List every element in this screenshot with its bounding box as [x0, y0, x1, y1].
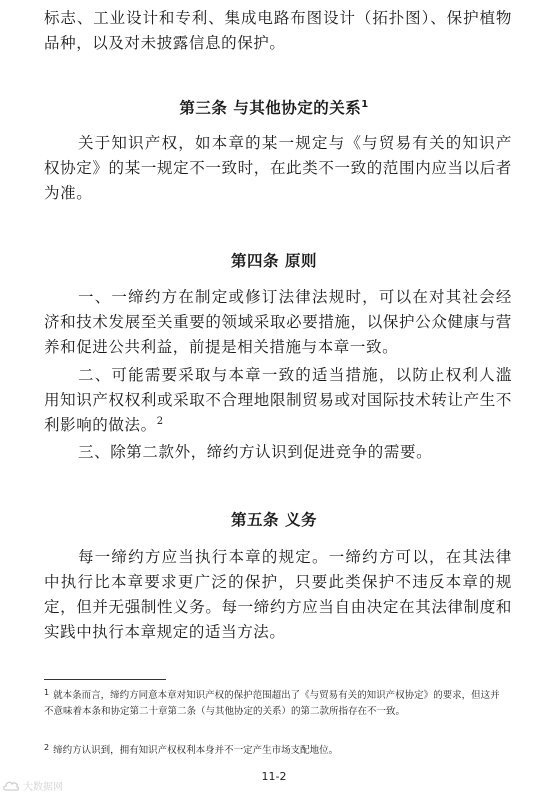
article-5-heading: 第五条 义务 [231, 511, 317, 529]
footnote-divider [44, 679, 166, 680]
footnote-1-text: 就本条而言，缔约方同意本章对知识产权的保护范围超出了《与贸易有关的知识产权协定》的要求，但这并不意味着本条和协定第二十章第二条（与其他协定的关系）的第二款所指存在不一致。 [44, 690, 500, 717]
article-4-paragraph-2-text: 二、可能需要采取与本章一致的适当措施，以防止权利人滥用知识产权权利或采取不合理地限制贸易或对国际技术转让产生不利影响的做法。 [44, 366, 512, 434]
footnote-2-text: 缔约方认识到，拥有知识产权权利本身并不一定产生市场支配地位。 [53, 745, 339, 756]
footnote-1 [44, 685, 506, 720]
article-4-heading: 第四条 原则 [231, 252, 317, 270]
article-3-heading [0, 96, 548, 118]
article-4-paragraph-1: 一、一缔约方在制定或修订法律法规时，可以在对其社会经济和技术发展至关重要的领域采取必要措施，以保护公众健康与营养和促进公共利益，前提是相关措施与本章一致。 [44, 288, 512, 356]
footnote-1-mark: 1 [44, 688, 50, 697]
article-4-paragraph-2 [44, 363, 512, 438]
footnote-2-mark: 2 [44, 743, 50, 752]
footnote-ref-1[interactable]: 1 [361, 99, 369, 110]
top-paragraph: 标志、工业设计和专利、集成电路布图设计（拓扑图）、保护植物品种，以及对未披露信息的保护。 [44, 9, 512, 52]
page-number: 11-2 [261, 770, 287, 783]
watermark-text: 大数据网 [23, 781, 63, 793]
article-4-paragraph-3: 三、除第二款外，缔约方认识到促进竞争的需要。 [78, 443, 433, 461]
footnote-ref-2[interactable]: 2 [156, 416, 164, 427]
article-3-paragraph: 关于知识产权，如本章的某一规定与《与贸易有关的知识产权协定》的某一规定不一致时，在此类不一致的范围内应当以后者为准。 [44, 134, 512, 202]
watermark [2, 776, 63, 794]
cloud-logo-icon [2, 778, 20, 792]
article-3-heading-text: 第三条 与其他协定的关系 [179, 99, 362, 117]
footnote-2 [44, 740, 506, 759]
article-5-paragraph: 每一缔约方应当执行本章的规定。一缔约方可以，在其法律中执行比本章要求更广泛的保护，只要此类保护不违反本章的规定，但并无强制性义务。每一缔约方应当自由决定在其法律制度和实践中执行本章规定的适当方法。 [44, 548, 512, 641]
